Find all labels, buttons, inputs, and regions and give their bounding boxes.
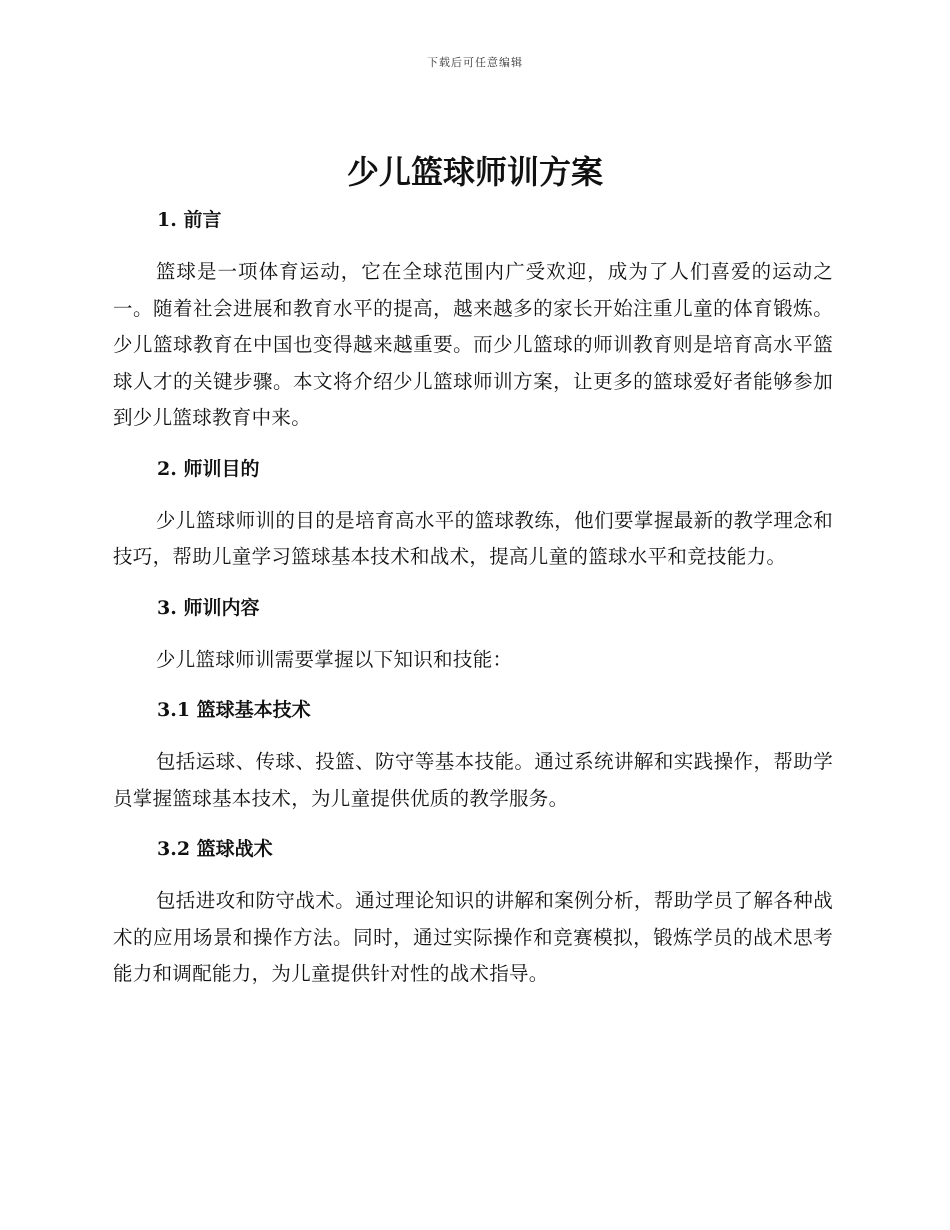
document-body (113, 200, 833, 1011)
section-paragraph-purpose: 少儿篮球师训的目的是培育高水平的篮球教练，他们要掌握最新的教学理念和技巧，帮助儿童学习篮球基本技术和战术，提高儿童的篮球水平和竞技能力。 (113, 508, 833, 568)
section-heading-purpose: 2. 师训目的 (157, 457, 260, 480)
document-title: 少儿篮球师训方案 (346, 153, 603, 191)
section-paragraph-tactics: 包括进攻和防守战术。通过理论知识的讲解和案例分析，帮助学员了解各种战术的应用场景和操作方法。同时，通过实际操作和竞赛模拟，锻炼学员的战术思考能力和调配能力，为儿童提供针对性的战术指导。 (113, 889, 833, 985)
section-heading-tactics: 3.2 篮球战术 (157, 838, 273, 860)
section-heading-content: 3. 师训内容 (157, 596, 260, 619)
section-heading-preface: 1. 前言 (157, 209, 222, 231)
section-heading-basic-skills: 3.1 篮球基本技术 (157, 699, 311, 721)
section-paragraph-basic-skills: 包括运球、传球、投篮、防守等基本技能。通过系统讲解和实践操作，帮助学员掌握篮球基本技术，为儿童提供优质的教学服务。 (113, 750, 833, 810)
section-paragraph-preface: 篮球是一项体育运动，它在全球范围内广受欢迎，成为了人们喜爱的运动之一。随着社会进展和教育水平的提高，越来越多的家长开始注重儿童的体育锻炼。少儿篮球教育在中国也变得越来越重要。而少儿篮球的师训教育则是培育高水平篮球人才的关键步骤。本文将介绍少儿篮球师训方案，让更多的篮球爱好者能够参加到少儿篮球教育中来。 (113, 260, 833, 429)
page-header-note: 下载后可任意编辑 (427, 56, 523, 69)
section-paragraph-content: 少儿篮球师训需要掌握以下知识和技能： (155, 647, 513, 671)
